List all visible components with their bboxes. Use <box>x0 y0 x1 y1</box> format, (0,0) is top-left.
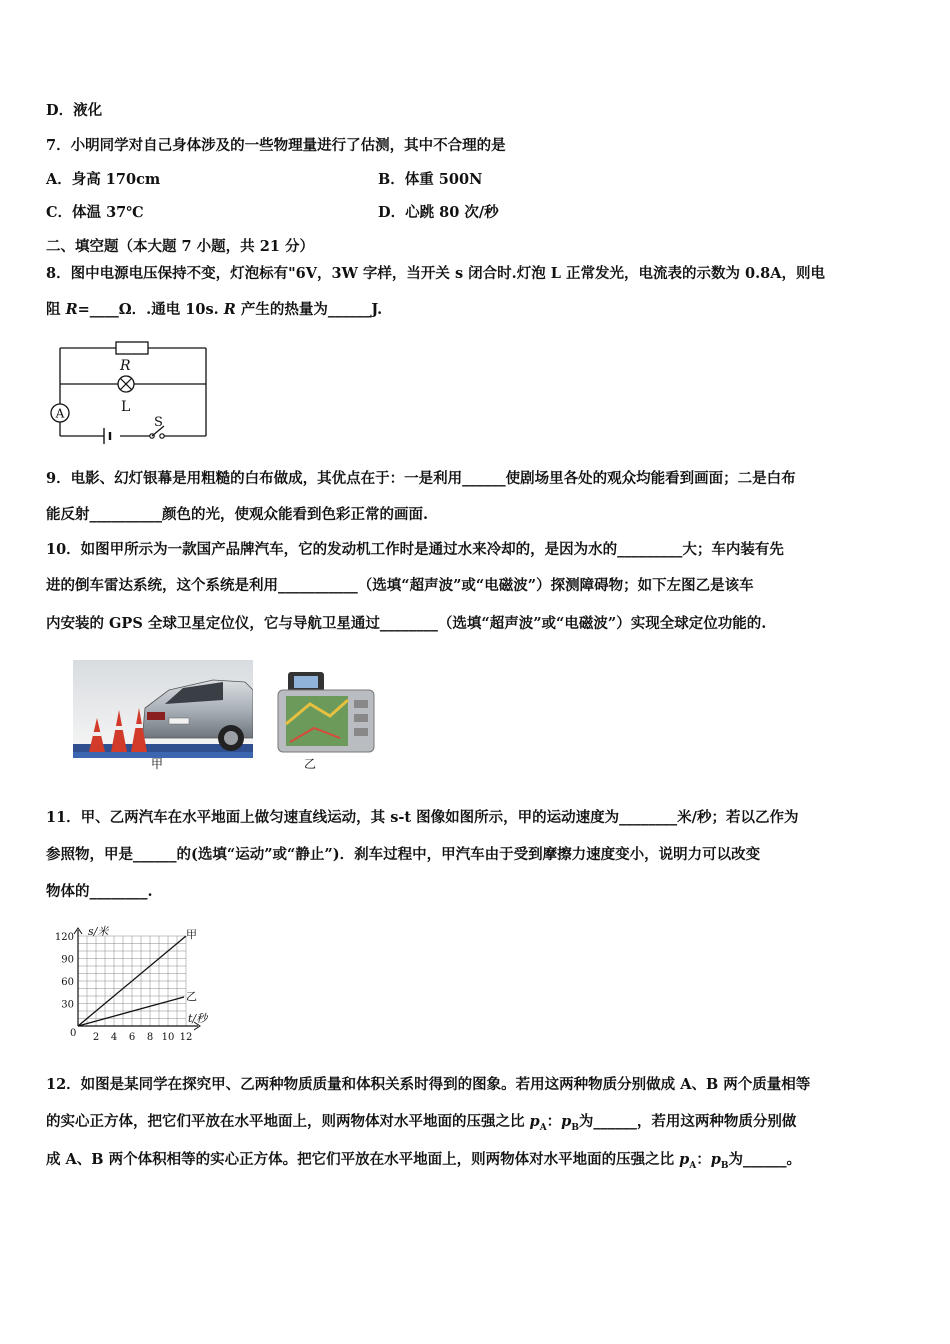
x-tick-label: 12 <box>179 1032 193 1043</box>
q9-line1: 9．电影、幻灯银幕是用粗糙的白布做成，其优点在于：一是利用______使剧场里各处的观众均能看到画面；二是白布 <box>46 470 796 487</box>
q11-line3: 物体的________. <box>46 883 153 900</box>
gps-photo <box>270 664 380 770</box>
q7-option-d: D．心跳 80 次/秒 <box>378 204 499 221</box>
st-graph <box>48 922 228 1050</box>
label-l: L <box>121 399 131 415</box>
label-r: R <box>120 358 131 374</box>
origin-label: 0 <box>70 1028 77 1039</box>
q7-option-b: B．体重 500N <box>378 171 483 188</box>
section-title: 二、填空题（本大题 7 小题，共 21 分） <box>46 238 314 255</box>
x-tick-label: 4 <box>110 1032 118 1043</box>
svg-text:A: A <box>55 406 65 421</box>
y-tick-label: 60 <box>61 977 74 988</box>
resistor <box>116 342 148 354</box>
y-tick-label: 30 <box>61 999 74 1011</box>
x-axis-label: t/秒 <box>188 1012 208 1025</box>
label-yi: 乙 <box>186 990 197 1003</box>
x-tick-label: 2 <box>92 1032 100 1043</box>
q9-line2: 能反射__________颜色的光，使观众能看到色彩正常的画面. <box>46 506 429 523</box>
circuit-diagram <box>48 336 216 446</box>
y-tick-label: 120 <box>54 932 74 943</box>
q8-line2: 阻 R=____Ω．.通电 10s. R 产生的热量为______J. <box>46 301 383 318</box>
q10-line1: 10．如图甲所示为一款国产品牌汽车，它的发动机工作时是通过水来冷却的，是因为水的_________大；车内装有先 <box>46 541 784 558</box>
battery <box>104 428 120 444</box>
q12-line2: 的实心正方体，把它们平放在水平地面上，则两物体对水平地面的压强之比 $p_A$：$p_B$为______，若用这两种物质分别做 <box>46 1113 797 1133</box>
q11-line2: 参照物，甲是______的(选填“运动”或“静止”)．刹车过程中，甲汽车由于受到摩擦力速度变小，说明力可以改变 <box>46 846 761 863</box>
car-photo <box>73 660 253 770</box>
q12-line1: 12．如图是某同学在探究甲、乙两种物质质量和体积关系时得到的图象。若用这两种物质分别做成 A、B 两个质量相等 <box>46 1076 811 1093</box>
y-tick-label: 90 <box>61 954 74 966</box>
q10-line3: 内安装的 GPS 全球卫星定位仪，它与导航卫星通过________（选填“超声波”或“电磁波”）实现全球定位功能的. <box>46 615 767 632</box>
q11-line1: 11．甲、乙两汽车在水平地面上做匀速直线运动，其 s-t 图像如图所示，甲的运动速度为________米/秒；若以乙作为 <box>46 809 799 826</box>
caption-jia: 甲 <box>151 757 164 770</box>
q7-option-a: A．身高 170cm <box>46 171 161 188</box>
q10-line2: 进的倒车雷达系统，这个系统是利用___________（选填“超声波”或“电磁波”）探测障碍物；如下左图乙是该车 <box>46 577 754 594</box>
q7-stem: 7．小明同学对自己身体涉及的一些物理量进行了估测，其中不合理的是 <box>46 137 506 154</box>
y-axis-label: s/米 <box>88 925 109 938</box>
x-tick-label: 6 <box>128 1032 136 1043</box>
ammeter <box>51 404 69 422</box>
lamp <box>118 376 134 392</box>
caption-yi: 乙 <box>304 757 317 770</box>
q12-line3: 成 A、B 两个体积相等的实心正方体。把它们平放在水平地面上，则两物体对水平地面的压强之比 $p_A$：$p_B$为______。 <box>46 1151 802 1171</box>
label-jia: 甲 <box>186 928 197 941</box>
q8-line1: 8．图中电源电压保持不变，灯泡标有"6V，3W 字样，当开关 s 闭合时.灯泡 L 正常发光，电流表的示数为 0.8A，则电 <box>46 265 826 282</box>
q7-option-c: C．体温 37℃ <box>46 204 144 221</box>
q6-option-d: D．液化 <box>46 102 103 119</box>
x-tick-label: 10 <box>161 1032 175 1043</box>
label-s: S <box>154 415 163 430</box>
x-tick-label: 8 <box>146 1032 154 1043</box>
